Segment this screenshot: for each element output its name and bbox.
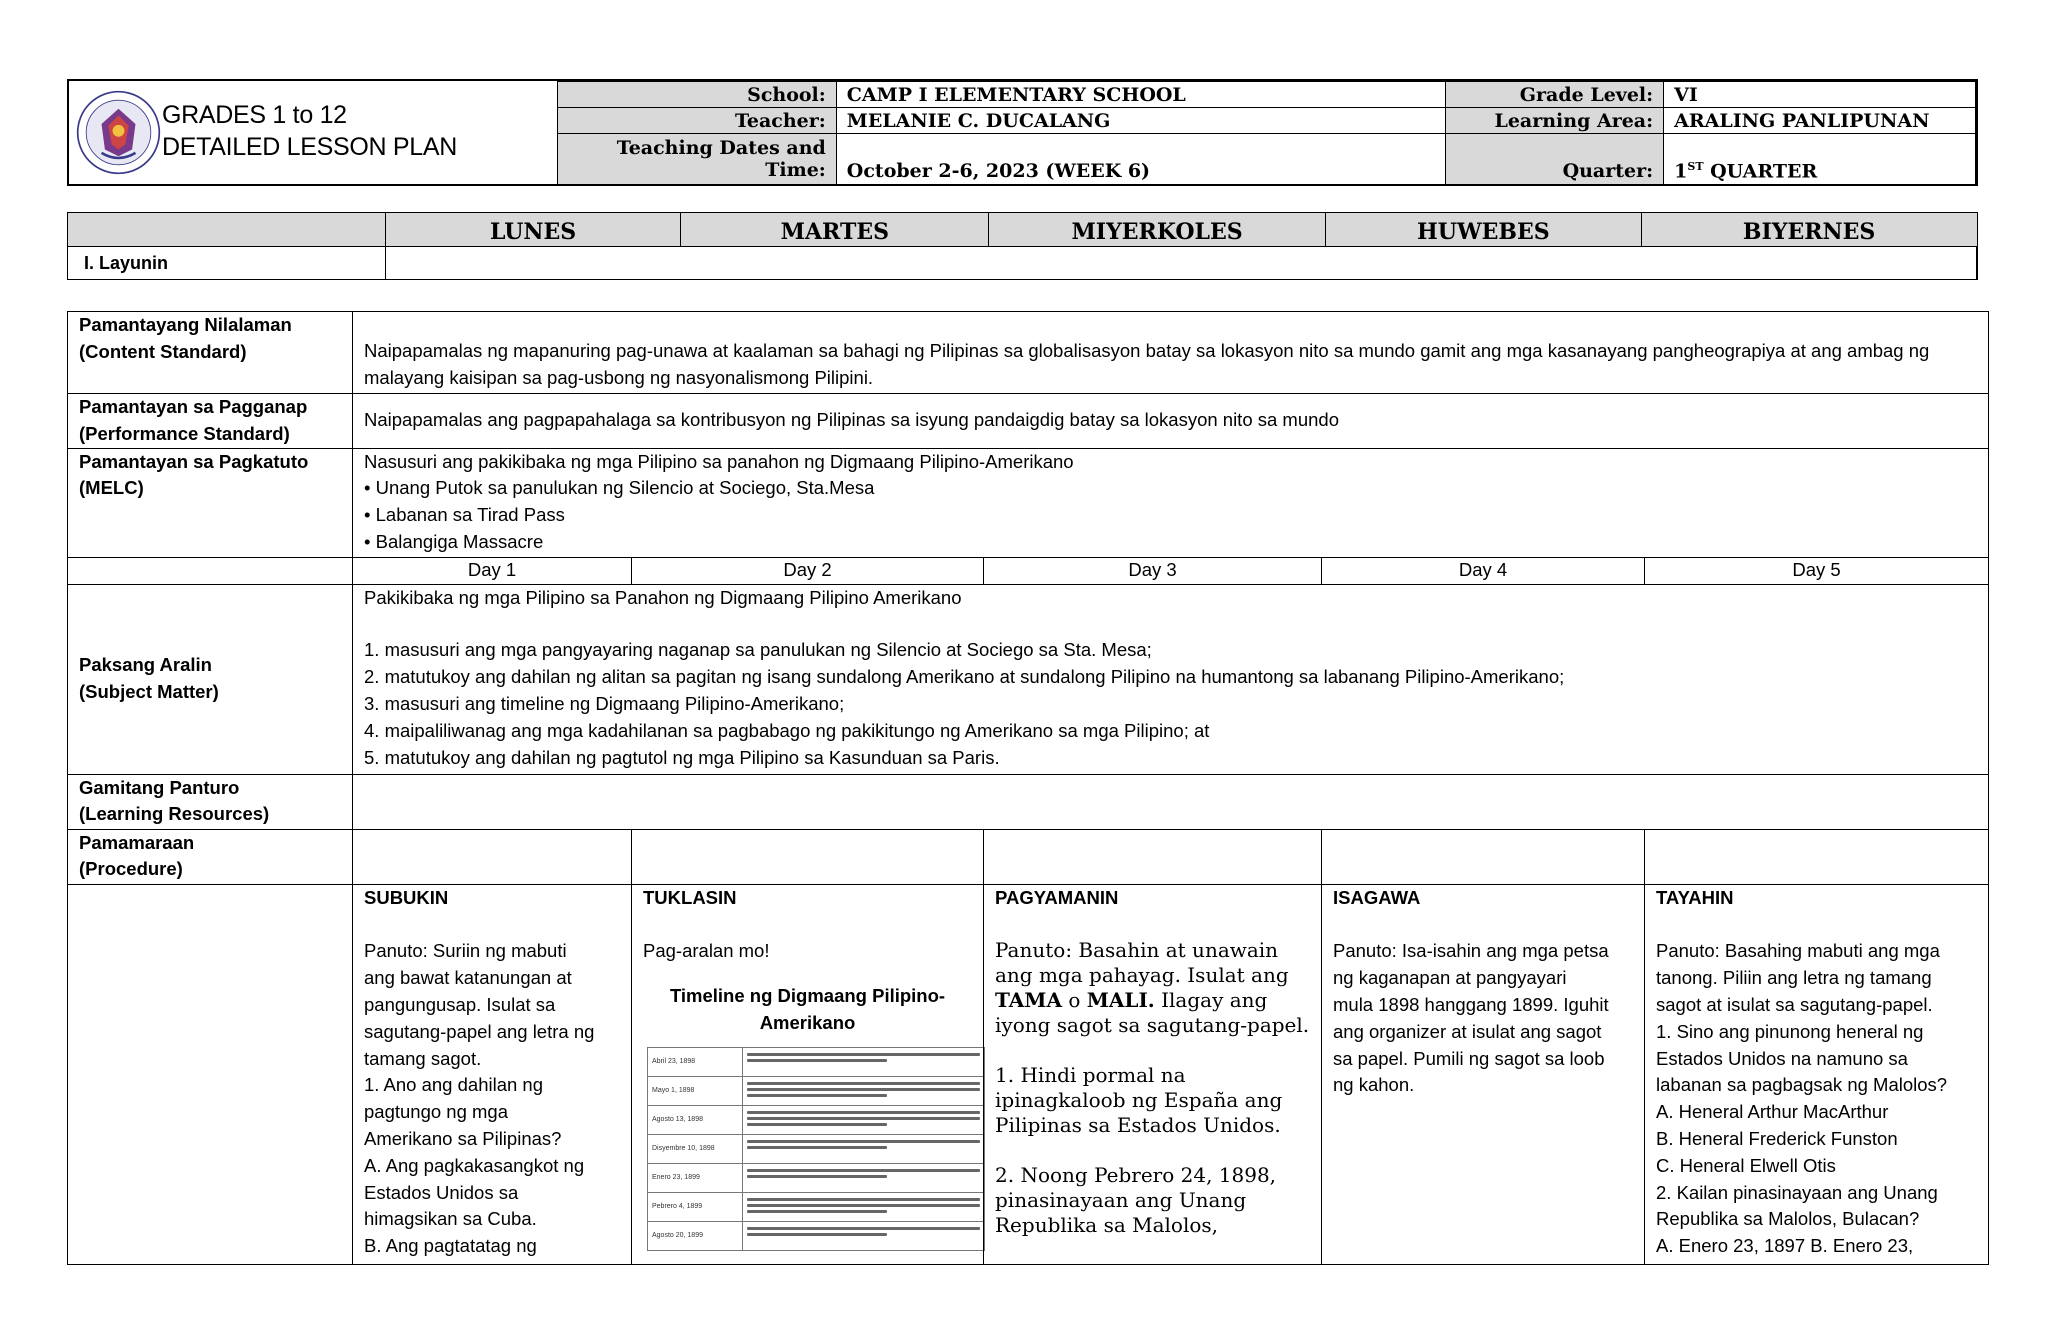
day-labels-row: [68, 557, 1989, 584]
procedure-day1: [353, 884, 632, 1264]
day1-text-line: ang bawat katanungan at: [364, 967, 572, 989]
weekday-huwebes: HUWEBES: [1325, 213, 1641, 247]
timeline-date: Enero 23, 1899: [648, 1164, 743, 1192]
melc-label-line1: Pamantayan sa Pagkatuto: [79, 450, 309, 472]
day5-text-line: labanan sa pagbagsak ng Malolos?: [1656, 1074, 1948, 1096]
weekday-biyernes: BIYERNES: [1641, 213, 1977, 247]
day1-text-line: tamang sagot.: [364, 1047, 482, 1069]
deped-seal-icon: [76, 90, 161, 175]
teaching-dates-label-line2: Time:: [765, 159, 826, 181]
day5-text-line: Panuto: Basahing mabuti ang mga: [1656, 940, 1940, 962]
subject-matter-label: [68, 584, 353, 774]
melc-label-line2: (MELC): [79, 477, 144, 499]
day5-text-line: 1. Sino ang pinunong heneral ng: [1656, 1020, 1924, 1042]
day4-text-line: Panuto: Isa-isahin ang mga petsa: [1333, 940, 1609, 962]
lesson-plan-header: [67, 79, 1978, 186]
header-info-table: [557, 81, 1976, 185]
timeline-title-line2: Amerikano: [759, 1011, 856, 1033]
content-standard-label-line1: Pamantayang Nilalaman: [79, 314, 292, 335]
timeline-title: [643, 983, 972, 1037]
learning-resources-label-line2: (Learning Resources): [79, 803, 270, 825]
timeline-date: Disyembre 10, 1898: [648, 1135, 743, 1163]
timeline-row: [648, 1135, 984, 1164]
day5-text-line: 2. Kailan pinasinayaan ang Unang: [1656, 1181, 1938, 1203]
day1-text-line: 1. Ano ang dahilan ng: [364, 1074, 543, 1096]
day3-item2: 2. Noong Pebrero 24, 1898, pinasinayaan ang Unang Republika sa Malolos,: [995, 1163, 1277, 1238]
document-title-line2: DETAILED LESSON PLAN: [162, 133, 458, 161]
day-1-label: Day 1: [353, 557, 632, 584]
day5-text-line: C. Heneral Elwell Otis: [1656, 1154, 1836, 1176]
day3-instr-part1: Panuto: Basahin at unawain ang mga pahayag. Isulat ang: [995, 938, 1289, 988]
timeline-row: [648, 1106, 984, 1135]
day1-text-line: himagsikan sa Cuba.: [364, 1208, 537, 1230]
day1-text-line: sagutang-papel ang letra ng: [364, 1020, 595, 1042]
document-title: [162, 99, 457, 163]
weekday-header-table: [67, 212, 1978, 280]
day5-text-line: sagot at isulat sa sagutang-papel.: [1656, 993, 1933, 1015]
day5-text-line: Estados Unidos na namuno sa: [1656, 1047, 1908, 1069]
learning-resources-label: [68, 774, 353, 829]
melc-line: • Unang Putok sa panulukan ng Silencio at Sociego, Sta.Mesa: [364, 477, 875, 499]
day4-section-title: ISAGAWA: [1333, 886, 1421, 908]
melc-label: [68, 448, 353, 557]
performance-standard-label: [68, 394, 353, 449]
day3-o: o: [1061, 988, 1087, 1013]
day4-text-line: ang organizer at isulat ang sagot: [1333, 1020, 1602, 1042]
timeline-row: [648, 1048, 984, 1077]
day3-instructions: [995, 938, 1310, 1038]
quarter-superscript: ST: [1687, 159, 1704, 173]
quarter-label: Quarter:: [1446, 134, 1664, 185]
day4-text-line: ng kaganapan at pangyayari: [1333, 967, 1567, 989]
procedure-day3: [984, 884, 1322, 1264]
grade-level-label: Grade Level:: [1446, 82, 1664, 108]
layunin-content: [385, 247, 1977, 280]
weekday-martes: MARTES: [681, 213, 989, 247]
procedure-day5-blank: [1645, 829, 1989, 884]
procedure-content-row: [68, 884, 1989, 1264]
teacher-label: Teacher:: [558, 108, 837, 134]
day1-text-line: pagtungo ng mga: [364, 1101, 509, 1123]
learning-area-value: ARALING PANLIPUNAN: [1664, 108, 1976, 134]
timeline-date: Pebrero 4, 1899: [648, 1193, 743, 1221]
day1-text-line: Panuto: Suriin ng mabuti: [364, 940, 567, 962]
timeline-row: [648, 1193, 984, 1222]
timeline-date: Agosto 13, 1898: [648, 1106, 743, 1134]
melc-line: • Labanan sa Tirad Pass: [364, 504, 565, 526]
learning-area-label: Learning Area:: [1446, 108, 1664, 134]
subject-matter-row: [68, 584, 1989, 774]
teaching-dates-value: October 2-6, 2023 (WEEK 6): [836, 134, 1445, 185]
timeline-title-line1: Timeline ng Digmaang Pilipino-: [669, 985, 946, 1007]
quarter-value: [1664, 134, 1976, 185]
procedure-row: [68, 829, 1989, 884]
day5-text-line: tanong. Piliin ang letra ng tamang: [1656, 967, 1932, 989]
objective-item: 2. matutukoy ang dahilan ng alitan sa pagitan ng isang sundalong Amerikano at sundalong Pilipino na humantong sa labanang Pilipino-Amerikano;: [364, 666, 1565, 688]
procedure-label-line1: Pamamaraan: [79, 831, 195, 853]
procedure-day3-blank: [984, 829, 1322, 884]
day-3-label: Day 3: [984, 557, 1322, 584]
performance-standard-label-line2: (Performance Standard): [79, 422, 290, 444]
day1-text-line: B. Ang pagtatatag ng: [364, 1235, 537, 1257]
header-title-block: [69, 81, 559, 184]
day5-text-line: A. Heneral Arthur MacArthur: [1656, 1101, 1889, 1123]
quarter-number: 1: [1674, 160, 1688, 182]
performance-standard-label-line1: Pamantayan sa Pagganap: [79, 396, 308, 417]
weekday-header-blank: [68, 213, 386, 247]
timeline-date: Agosto 20, 1899: [648, 1222, 743, 1250]
subject-matter-text: [353, 584, 1989, 774]
day2-intro: Pag-aralan mo!: [643, 940, 770, 962]
day5-text-line: Republika sa Malolos, Bulacan?: [1656, 1208, 1920, 1230]
procedure-day2-blank: [632, 829, 984, 884]
teacher-value: MELANIE C. DUCALANG: [836, 108, 1445, 134]
learning-resources-row: [68, 774, 1989, 829]
weekday-lunes: LUNES: [385, 213, 681, 247]
melc-line: • Balangiga Massacre: [364, 530, 544, 552]
day1-text-line: A. Ang pagkakasangkot ng: [364, 1154, 585, 1176]
lesson-plan-table: [67, 311, 1989, 1265]
subject-matter-label-line1: Paksang Aralin: [79, 654, 212, 676]
day1-text-line: Amerikano sa Pilipinas?: [364, 1127, 562, 1149]
school-value: CAMP I ELEMENTARY SCHOOL: [836, 82, 1445, 108]
procedure-day4-blank: [1322, 829, 1645, 884]
procedure-day1-blank: [353, 829, 632, 884]
content-standard-label: [68, 312, 353, 394]
quarter-text: QUARTER: [1703, 160, 1818, 182]
layunin-label: I. Layunin: [68, 247, 386, 280]
teaching-dates-label: [558, 134, 837, 185]
procedure-day4: [1322, 884, 1645, 1264]
timeline-date: Mayo 1, 1898: [648, 1077, 743, 1105]
day1-section-title: SUBUKIN: [364, 886, 449, 908]
day3-mali: MALI.: [1086, 988, 1155, 1013]
procedure-label: [68, 829, 353, 884]
procedure-day2: [632, 884, 984, 1264]
procedure-label-line2: (Procedure): [79, 858, 183, 880]
learning-resources-content: [353, 774, 1989, 829]
timeline-row: [648, 1077, 984, 1106]
day1-text-line: Estados Unidos sa: [364, 1181, 519, 1203]
timeline-date: Abril 23, 1898: [648, 1048, 743, 1076]
objective-item: 5. matutukoy ang dahilan ng pagtutol ng mga Pilipino sa Kasunduan sa Paris.: [364, 746, 1000, 768]
melc-line: Nasusuri ang pakikibaka ng mga Pilipino sa panahon ng Digmaang Pilipino-Amerikano: [364, 450, 1074, 472]
timeline-row: [648, 1222, 984, 1250]
day4-text-line: ng kahon.: [1333, 1074, 1415, 1096]
objective-item: 4. maipaliliwanag ang mga kadahilanan sa pagbabago ng pakikitungo ng Amerikano sa mga Pilipino; at: [364, 719, 1210, 741]
melc-text: [353, 448, 1989, 557]
day1-text-line: pangungusap. Isulat sa: [364, 993, 556, 1015]
procedure-content-label-blank: [68, 884, 353, 1264]
content-standard-row: [68, 312, 1989, 394]
day-2-label: Day 2: [632, 557, 984, 584]
day4-text-line: mula 1898 hanggang 1899. Iguhit: [1333, 993, 1609, 1015]
content-standard-label-line2: (Content Standard): [79, 340, 247, 362]
day-labels-blank: [68, 557, 353, 584]
timeline-row: [648, 1164, 984, 1193]
procedure-day5: [1645, 884, 1989, 1264]
day3-tama: TAMA: [995, 988, 1062, 1013]
day5-text-line: A. Enero 23, 1897 B. Enero 23,: [1656, 1235, 1914, 1257]
day3-item1: 1. Hindi pormal na ipinagkaloob ng España ang Pilipinas sa Estados Unidos.: [995, 1063, 1283, 1138]
day-5-label: Day 5: [1645, 557, 1989, 584]
timeline-image: [647, 1047, 985, 1251]
day5-section-title: TAYAHIN: [1656, 886, 1734, 908]
subject-matter-label-line2: (Subject Matter): [79, 681, 219, 703]
melc-row: [68, 448, 1989, 557]
objective-item: 1. masusuri ang mga pangyayaring naganap sa panulukan ng Silencio at Sociego sa Sta. Mesa;: [364, 639, 1152, 661]
day3-instr-part2: Ilagay ang iyong sagot sa sagutang-papel.: [995, 988, 1310, 1038]
weekday-miyerkoles: MIYERKOLES: [989, 213, 1326, 247]
day4-text-line: sa papel. Pumili ng sagot sa loob: [1333, 1047, 1605, 1069]
school-label: School:: [558, 82, 837, 108]
grade-level-value: VI: [1664, 82, 1976, 108]
document-title-line1: GRADES 1 to 12: [162, 101, 347, 129]
performance-standard-row: [68, 394, 1989, 449]
learning-resources-label-line1: Gamitang Panturo: [79, 776, 240, 798]
day5-text-line: B. Heneral Frederick Funston: [1656, 1127, 1898, 1149]
day2-section-title: TUKLASIN: [643, 886, 737, 908]
day-4-label: Day 4: [1322, 557, 1645, 584]
performance-standard-text: Naipapamalas ang pagpapahalaga sa kontribusyon ng Pilipinas sa isyung pandaigdig batay sa lokasyon nito sa mundo: [353, 394, 1989, 449]
teaching-dates-label-line1: Teaching Dates and: [616, 137, 826, 159]
content-standard-text: Naipapamalas ng mapanuring pag-unawa at kaalaman sa bahagi ng Pilipinas sa globalisasyon batay sa lokasyon nito sa mundo gamit ang mga kasanayang pangheograpiya at ang ambag ng malayang kaisipan sa pag-usbong ng nasyonalismong Pilipini.: [353, 312, 1989, 394]
objective-item: 3. masusuri ang timeline ng Digmaang Pilipino-Amerikano;: [364, 692, 845, 714]
subject-matter-title: Pakikibaka ng mga Pilipino sa Panahon ng Digmaang Pilipino Amerikano: [364, 586, 962, 608]
day3-section-title: PAGYAMANIN: [995, 886, 1119, 908]
